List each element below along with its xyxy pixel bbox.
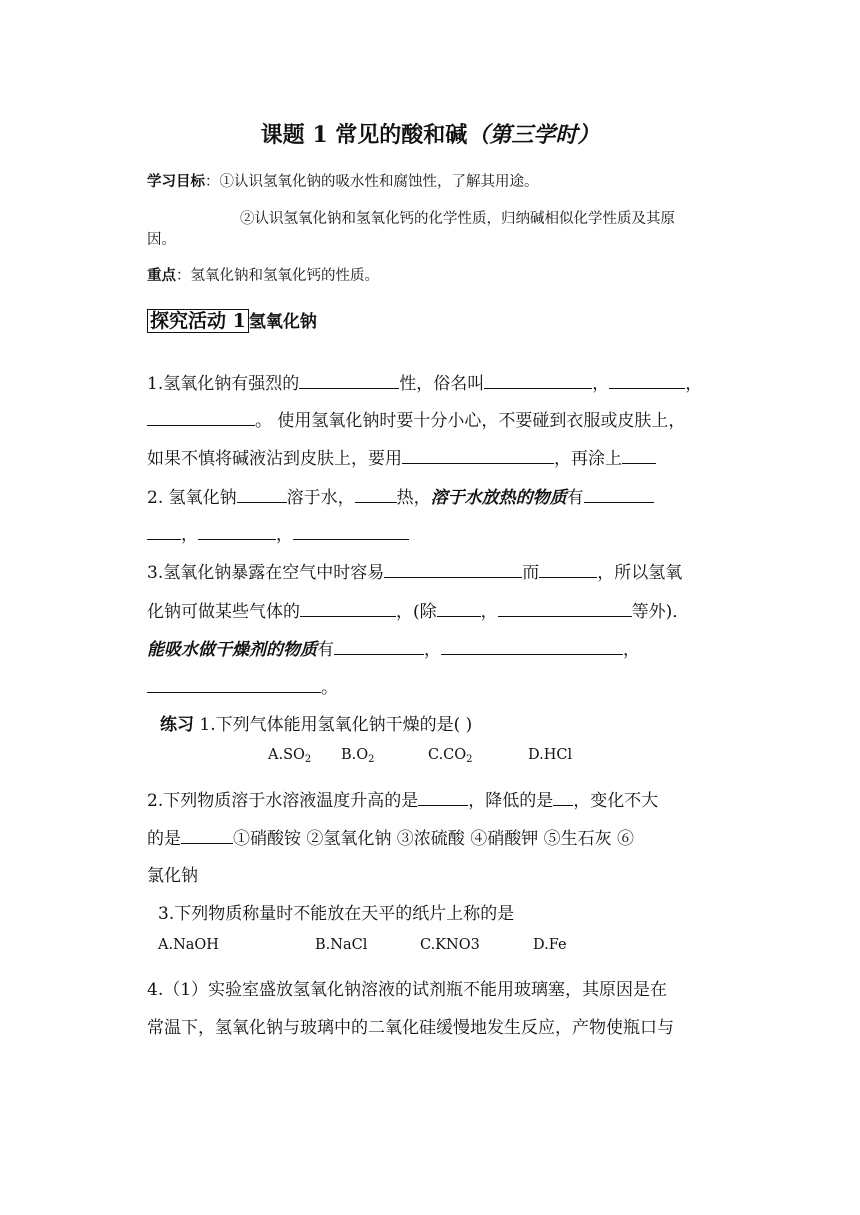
practice-q2-text-b: ，降低的是 <box>468 791 554 811</box>
blank-field[interactable] <box>418 788 468 806</box>
blank-field[interactable] <box>198 522 276 540</box>
q1-text-g: ，再涂上 <box>554 449 622 469</box>
blank-field[interactable] <box>609 371 685 389</box>
option-subscript: 2 <box>466 754 473 765</box>
objectives-label: 学习目标 <box>147 173 205 190</box>
q3-text-d: 化钠可做某些气体的 <box>147 602 300 622</box>
blank-field[interactable] <box>402 446 554 464</box>
title-main: 课题 1 常见的酸和碱 <box>260 122 468 148</box>
objective-1-text: ：①认识氢氧化钠的吸水性和腐蚀性，了解其用途。 <box>205 174 539 190</box>
practice-question-4-line-2: 常温下，氢氧化钠与玻璃中的二氧化硅缓慢地发生反应，产物使瓶口与 <box>147 1018 674 1038</box>
practice-q2-text-c: ，变化不大 <box>573 791 659 811</box>
blank-field[interactable] <box>584 485 654 503</box>
q3-text-i: ， <box>424 640 441 660</box>
q3-text-c: ，所以氢氧 <box>597 563 683 583</box>
q2-text-c: 热， <box>396 488 431 508</box>
practice-q3-option-a[interactable]: A.NaOH <box>158 937 219 953</box>
q3-text-k: 。 <box>321 678 338 698</box>
page-title <box>0 118 860 149</box>
activity-heading <box>147 306 317 333</box>
learning-objective-2: ②认识氢氧化钠和氢氧化钙的化学性质，归纳碱相似化学性质及其原 <box>240 211 675 227</box>
blank-field[interactable] <box>484 371 592 389</box>
q1-text-f: 如果不慎将碱液沾到皮肤上，要用 <box>147 449 402 469</box>
q3-text-j: ， <box>623 640 640 660</box>
q2-text-b: 溶于水， <box>286 488 355 508</box>
option-text: A.SO <box>268 747 305 763</box>
question-3-line-2 <box>147 597 689 622</box>
blank-field[interactable] <box>553 788 573 806</box>
learning-objective-1 <box>147 170 539 191</box>
blank-field[interactable] <box>437 599 481 617</box>
practice-q2-text-d: 的是 <box>147 829 181 849</box>
practice-question-4-line-1: 4.（1）实验室盛放氢氧化钠溶液的试剂瓶不能用玻璃塞，其原因是在 <box>147 980 668 1000</box>
q3-text-f: ， <box>480 602 498 622</box>
practice-q3-option-d[interactable]: D.Fe <box>533 937 567 953</box>
practice-q1-option-b[interactable] <box>341 747 375 765</box>
key-point-text: ：氢氧化钠和氢氧化钙的性质。 <box>176 268 379 284</box>
blank-field[interactable] <box>384 560 522 578</box>
q3-text-g: 等外)． <box>631 602 690 622</box>
q2-text-e: ， <box>181 525 198 545</box>
practice-question-2-line-2 <box>147 824 634 849</box>
q1-text-c: ， <box>592 374 610 394</box>
practice-label: 练习 <box>160 715 194 735</box>
blank-field[interactable] <box>147 522 181 540</box>
question-1-line-3 <box>147 444 656 469</box>
question-3-line-4 <box>147 673 338 698</box>
activity-title: 氢氧化钠 <box>248 312 317 332</box>
option-text: C.CO <box>428 747 467 763</box>
q1-text-d: ， <box>685 374 703 394</box>
practice-q3-option-b[interactable]: B.NaCl <box>315 937 368 953</box>
practice-q1-option-c[interactable] <box>428 747 473 765</box>
practice-q1-text: 1.下列气体能用氢氧化钠干燥的是( ) <box>199 715 473 735</box>
question-3-line-3 <box>147 635 640 660</box>
learning-objective-2-cont: 因。 <box>147 232 176 248</box>
question-2-line-2 <box>147 520 409 545</box>
blank-field[interactable] <box>622 446 656 464</box>
activity-box-label: 探究活动 1 <box>147 309 249 333</box>
practice-question-2-line-3: 氯化钠 <box>147 866 198 886</box>
q2-text-a: 2. 氢氧化钠 <box>147 488 237 508</box>
q2-emphasis: 溶于水放热的物质 <box>430 488 567 508</box>
practice-q2-text-a: 2.下列物质溶于水溶液温度升高的是 <box>147 791 419 811</box>
blank-field[interactable] <box>355 485 397 503</box>
question-3-line-1 <box>147 558 682 583</box>
blank-field[interactable] <box>181 826 233 844</box>
title-subtitle: （第三学时） <box>467 122 600 148</box>
q3-emphasis: 能吸水做干燥剂的物质 <box>147 640 317 660</box>
q1-text-b: 性，俗名叫 <box>399 374 485 394</box>
option-text: B.O <box>341 747 369 763</box>
blank-field[interactable] <box>147 408 255 426</box>
q1-text-a: 1.氢氧化钠有强烈的 <box>147 374 300 394</box>
q2-text-d: 有 <box>566 488 584 508</box>
q3-text-e: ，(除 <box>396 602 437 622</box>
blank-field[interactable] <box>539 560 597 578</box>
blank-field[interactable] <box>299 371 399 389</box>
practice-question-2-line-1 <box>147 786 658 811</box>
blank-field[interactable] <box>300 599 396 617</box>
q3-text-h: 有 <box>317 640 334 660</box>
option-subscript: 2 <box>368 754 375 765</box>
practice-q1-option-d[interactable] <box>528 747 572 763</box>
practice-q3-option-c[interactable]: C.KNO3 <box>420 937 480 953</box>
practice-q1-option-a[interactable] <box>268 747 311 765</box>
key-point-label: 重点 <box>147 267 176 284</box>
practice-q2-options: ①硝酸铵 ②氢氧化钠 ③浓硫酸 ④硝酸钾 ⑤生石灰 ⑥ <box>233 829 635 849</box>
question-2-line-1 <box>147 483 654 508</box>
q3-text-b: 而 <box>522 563 540 583</box>
blank-field[interactable] <box>237 485 287 503</box>
blank-field[interactable] <box>293 522 409 540</box>
option-text: D.HCl <box>528 747 573 763</box>
question-1-line-2 <box>147 406 685 431</box>
option-subscript: 2 <box>304 754 312 765</box>
blank-field[interactable] <box>441 637 623 655</box>
question-1-line-1 <box>147 369 702 394</box>
practice-question-3: 3.下列物质称量时不能放在天平的纸片上称的是 <box>158 904 515 924</box>
key-point <box>147 264 379 285</box>
blank-field[interactable] <box>498 599 632 617</box>
q1-text-e: 。 使用氢氧化钠时要十分小心，不要碰到衣服或皮肤上， <box>255 411 686 431</box>
q3-text-a: 3.氢氧化钠暴露在空气中时容易 <box>147 563 385 583</box>
practice-question-1 <box>160 710 472 735</box>
blank-field[interactable] <box>147 675 321 693</box>
q2-text-f: ， <box>276 525 293 545</box>
blank-field[interactable] <box>334 637 424 655</box>
